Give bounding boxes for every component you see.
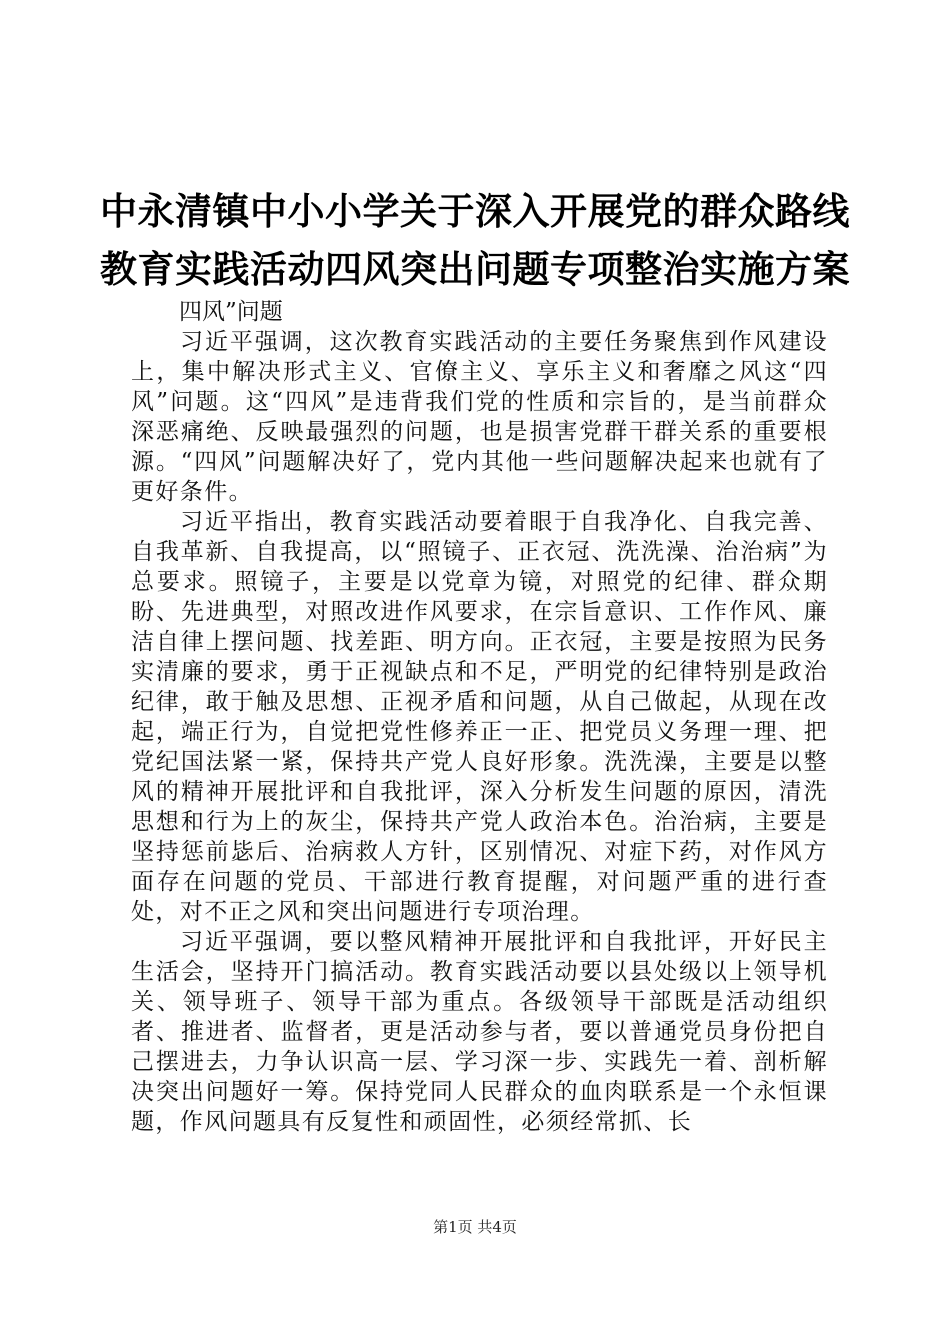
document-title (0, 183, 950, 299)
section-lead-line: 四风”问题 (179, 299, 283, 325)
paragraph-1: 习近平强调，这次教育实践活动的主要任务聚焦到作风建设上，集中解决形式主义、官僚主义、享乐主义和奢靡之风这“四风”问题。这“四风”是违背我们党的性质和宗旨的，是当前群众深恶痛绝、反映最强烈的问题，也是损害党群干群关系的重要根源。“四风”问题解决好了，党内其他一些问题解决起来也就有了更好条件。 (131, 329, 828, 505)
title-line-1: 中永清镇中小小学关于深入开展党的群众路线 (100, 190, 850, 233)
paragraph-3: 习近平强调，要以整风精神开展批评和自我批评，开好民主生活会，坚持开门搞活动。教育实践活动要以县处级以上领导机关、领导班子、领导干部为重点。各级领导干部既是活动组织者、推进者、监督者，更是活动参与者，要以普通党员身份把自己摆进去，力争认识高一层、学习深一步、实践先一着、剖析解决突出问题好一筹。保持党同人民群众的血肉联系是一个永恒课题，作风问题具有反复性和顽固性，必须经常抓、长 (131, 929, 828, 1135)
document-body (131, 297, 828, 1137)
page-footer (0, 1217, 950, 1237)
paragraph-2: 习近平指出，教育实践活动要着眼于自我净化、自我完善、自我革新、自我提高，以“照镜子、正衣冠、洗洗澡、治治病”为总要求。照镜子，主要是以党章为镜，对照党的纪律、群众期盼、先进典型，对照改进作风要求，在宗旨意识、工作作风、廉洁自律上摆问题、找差距、明方向。正衣冠，主要是按照为民务实清廉的要求，勇于正视缺点和不足，严明党的纪律特别是政治纪律，敢于触及思想、正视矛盾和问题，从自己做起，从现在改起，端正行为，自觉把党性修养正一正、把党员义务理一理、把党纪国法紧一紧，保持共产党人良好形象。洗洗澡，主要是以整风的精神开展批评和自我批评，深入分析发生问题的原因，清洗思想和行为上的灰尘，保持共产党人政治本色。治治病，主要是坚持惩前毖后、治病救人方针，区别情况、对症下药，对作风方面存在问题的党员、干部进行教育提醒，对问题严重的进行查处，对不正之风和突出问题进行专项治理。 (131, 509, 828, 925)
page-number: 第1页 共4页 (433, 1218, 517, 1236)
title-line-2: 教育实践活动四风突出问题专项整治实施方案 (100, 248, 850, 291)
